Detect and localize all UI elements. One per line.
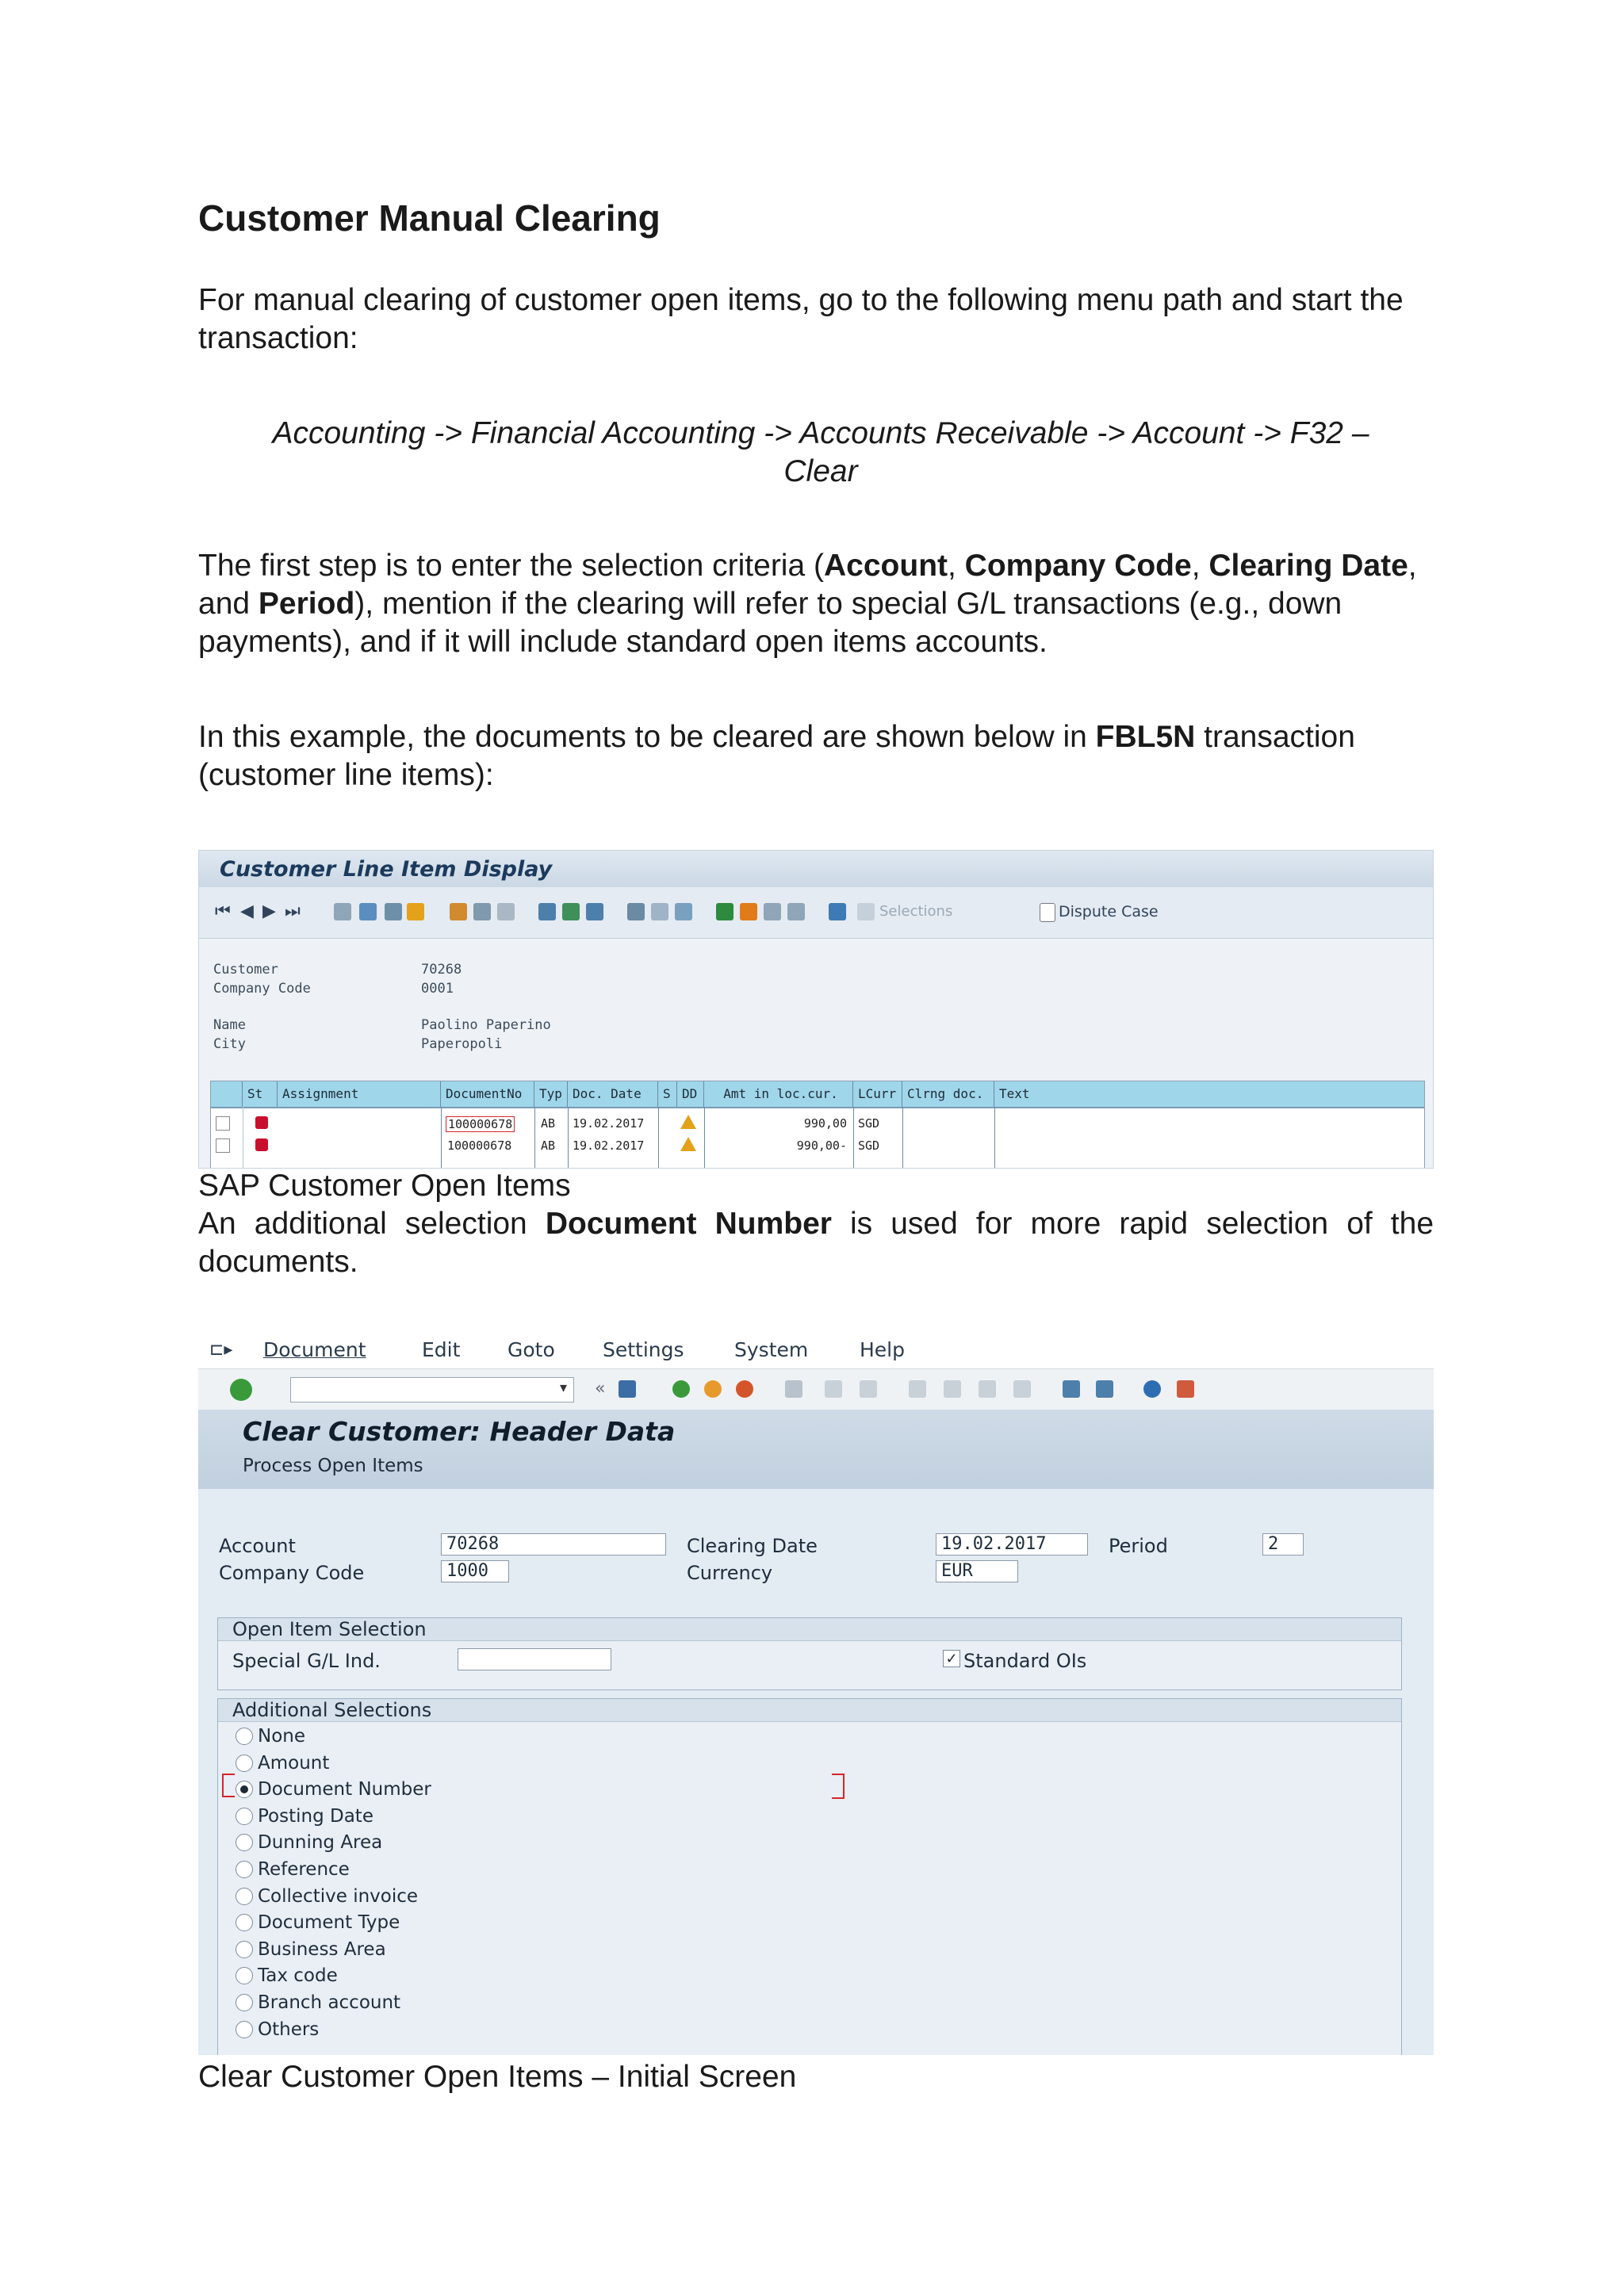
filter-icon[interactable] <box>538 903 556 920</box>
name-label: Name <box>213 1017 246 1033</box>
additional-selections-group <box>217 1698 1402 2055</box>
info-icon[interactable] <box>829 903 846 920</box>
step-bold-clearing-date: Clearing Date <box>1208 549 1408 583</box>
sum-icon[interactable] <box>586 903 603 920</box>
next-page-icon[interactable] <box>979 1380 996 1398</box>
prev-page-icon[interactable] <box>944 1380 961 1398</box>
line-items-grid <box>210 1081 1425 1169</box>
step-text-a: The first step is to enter the selection criteria ( <box>198 549 824 583</box>
col-dd[interactable]: DD <box>677 1081 704 1107</box>
radio-tax-code[interactable] <box>236 1967 253 1984</box>
city-value: Paperopoli <box>421 1036 503 1052</box>
special-gl-label: Special G/L Ind. <box>232 1650 381 1672</box>
col-assignment[interactable]: Assignment <box>278 1081 441 1107</box>
radio-business-area[interactable] <box>236 1941 253 1958</box>
grid-icon[interactable] <box>651 903 668 920</box>
sort-icon[interactable] <box>562 903 580 920</box>
menu-path-line1: Accounting -> Financial Accounting -> Accounts Receivable -> Account -> F32 – <box>272 416 1369 450</box>
menu-path-line2: Clear <box>783 454 858 488</box>
cancel-icon[interactable] <box>736 1380 753 1398</box>
example-bold-fbl5n: FBL5N <box>1095 720 1196 754</box>
radio-others[interactable] <box>236 2021 253 2038</box>
additional-selections-title: Additional Selections <box>232 1699 432 1721</box>
row-document-no[interactable]: 100000678 <box>446 1116 515 1132</box>
prev-page-icon[interactable]: ◀ <box>240 901 254 921</box>
save-icon[interactable] <box>619 1380 636 1398</box>
row-doc-date: 19.02.2017 <box>573 1116 645 1131</box>
warning-icon <box>680 1115 696 1129</box>
layout-icon[interactable] <box>627 903 645 920</box>
radio-amount[interactable] <box>236 1755 253 1772</box>
standard-ois-label: Standard OIs <box>963 1650 1087 1672</box>
collapse-icon[interactable]: « <box>595 1379 606 1399</box>
radio-label[interactable]: Dunning Area <box>258 1832 383 1854</box>
docnum-text-a: An additional selection <box>198 1207 546 1241</box>
col-type[interactable]: Typ <box>534 1081 568 1107</box>
radio-label[interactable]: Amount <box>258 1752 330 1774</box>
col-amount[interactable]: Amt in loc.cur. <box>704 1081 853 1107</box>
customer-value: 70268 <box>421 962 462 978</box>
menu-goto[interactable]: Goto <box>508 1338 555 1361</box>
clearing-date-input[interactable]: 19.02.2017 <box>936 1533 1088 1556</box>
clearing-date-label: Clearing Date <box>687 1535 818 1557</box>
radio-label[interactable]: Document Type <box>258 1912 400 1934</box>
intro-paragraph: For manual clearing of customer open items, go to the following menu path and start the transaction: <box>198 283 1404 355</box>
system-toolbar <box>198 1368 1434 1411</box>
first-page-icon[interactable]: ⏮ <box>215 901 231 921</box>
mark-icon[interactable] <box>407 903 424 920</box>
radio-dunning-area[interactable] <box>236 1834 253 1851</box>
radio-label[interactable]: Business Area <box>258 1938 386 1960</box>
step-text-c1: , <box>948 549 965 583</box>
example-text-a: In this example, the documents to be cleared are shown below in <box>198 720 1096 754</box>
radio-label[interactable]: Reference <box>258 1859 350 1880</box>
help-icon[interactable] <box>1143 1380 1161 1398</box>
caption-customer-open-items: SAP Customer Open Items <box>198 1169 571 1203</box>
radio-label[interactable]: Tax code <box>258 1965 338 1987</box>
block-icon[interactable] <box>450 903 467 920</box>
last-page-icon[interactable]: ⏭ <box>285 901 301 921</box>
screen-body <box>198 1410 1434 2055</box>
example-text-c: transaction (customer line items): <box>198 720 1355 792</box>
standard-ois-checkbox[interactable]: ✓ <box>943 1650 960 1667</box>
display-doc-icon[interactable] <box>334 903 351 920</box>
account-input[interactable]: 70268 <box>441 1533 666 1556</box>
focus-corner-br <box>832 1786 845 1799</box>
command-field[interactable] <box>290 1377 574 1402</box>
period-input[interactable]: 2 <box>1262 1533 1304 1556</box>
find-icon[interactable] <box>825 1380 842 1398</box>
docnum-text-c: is used for more rapid selection of the documents. <box>198 1207 1434 1279</box>
enter-icon[interactable] <box>230 1379 252 1401</box>
radio-label[interactable]: None <box>258 1726 306 1747</box>
radio-label[interactable]: Branch account <box>258 1992 401 2013</box>
change-doc-icon[interactable] <box>359 903 377 920</box>
row-doc-date: 19.02.2017 <box>573 1138 645 1153</box>
customer-label: Customer <box>213 962 278 978</box>
step-bold-company-code: Company Code <box>964 549 1192 583</box>
menu-system[interactable]: System <box>734 1338 809 1361</box>
print-icon[interactable] <box>785 1380 802 1398</box>
new-session-icon[interactable] <box>1063 1380 1080 1398</box>
menu-bar <box>198 1332 1434 1368</box>
row-checkbox[interactable] <box>216 1138 230 1153</box>
selections-button[interactable]: Selections <box>879 903 953 920</box>
row-currency: SGD <box>858 1116 880 1131</box>
step-bold-period: Period <box>258 587 355 621</box>
save-layout-icon[interactable] <box>787 903 805 920</box>
currency-label: Currency <box>687 1562 773 1584</box>
open-item-selection-header <box>218 1618 1401 1641</box>
menu-path <box>198 415 1443 491</box>
refresh-icon[interactable] <box>473 903 491 920</box>
customize-layout-icon[interactable] <box>1177 1380 1194 1398</box>
menu-entry-icon[interactable]: ⊏▸ <box>209 1340 233 1360</box>
example-paragraph <box>198 718 1443 794</box>
exit-icon[interactable] <box>704 1380 722 1398</box>
col-status[interactable]: St <box>243 1081 278 1107</box>
last-page-icon[interactable] <box>1013 1380 1031 1398</box>
docnum-bold: Document Number <box>545 1207 832 1241</box>
currency-input[interactable]: EUR <box>936 1560 1018 1582</box>
radio-document-number[interactable] <box>236 1781 253 1798</box>
page-heading: Customer Manual Clearing <box>198 197 661 239</box>
menu-help[interactable]: Help <box>860 1338 905 1361</box>
s1-title-bar <box>199 851 1433 887</box>
company-code-label: Company Code <box>213 981 311 997</box>
grid-header <box>211 1081 1424 1108</box>
row-amount: 990,00 <box>803 1116 847 1131</box>
menu-settings[interactable]: Settings <box>603 1338 684 1361</box>
s1-title: Customer Line Item Display <box>220 857 553 882</box>
company-code-input[interactable]: 1000 <box>441 1560 509 1582</box>
special-gl-input[interactable] <box>458 1648 611 1670</box>
radio-branch-account[interactable] <box>236 1994 253 2011</box>
clear-customer-screenshot <box>198 1332 1434 2055</box>
warning-icon <box>680 1137 696 1151</box>
radio-label[interactable]: Posting Date <box>258 1805 373 1827</box>
screen-title-bar <box>198 1410 1434 1489</box>
print-icon[interactable] <box>764 903 781 920</box>
menu-edit[interactable]: Edit <box>422 1338 461 1361</box>
row-checkbox[interactable] <box>216 1116 230 1131</box>
find-next-icon[interactable] <box>860 1380 877 1398</box>
back-icon[interactable] <box>672 1380 690 1398</box>
dispute-case-icon[interactable] <box>1040 903 1055 922</box>
shortcut-icon[interactable] <box>1096 1380 1113 1398</box>
step-text-d: ), mention if the clearing will refer to special G/L transactions (e.g., down payments), and if it will include standard open items accounts. <box>198 587 1342 659</box>
step-text-c3: , and <box>198 549 1417 621</box>
radio-label[interactable]: Others <box>258 2019 320 2040</box>
row-document-no[interactable]: 100000678 <box>447 1138 512 1153</box>
row-type: AB <box>541 1138 556 1153</box>
status-open-icon <box>255 1138 268 1151</box>
focus-corner-bl <box>222 1785 235 1797</box>
col-document-no[interactable]: DocumentNo <box>441 1081 534 1107</box>
graphic-icon[interactable] <box>740 903 757 920</box>
col-clearing-doc[interactable]: Clrng doc. <box>902 1081 994 1107</box>
step-text-c2: , <box>1191 549 1209 583</box>
command-dropdown-icon[interactable]: ▾ <box>559 1380 567 1395</box>
radio-posting-date[interactable] <box>236 1808 253 1825</box>
screen-title: Clear Customer: Header Data <box>243 1416 676 1447</box>
caption-initial-screen: Clear Customer Open Items – Initial Screen <box>198 2060 797 2094</box>
account-label: Account <box>219 1535 296 1557</box>
col-currency[interactable]: LCurr <box>853 1081 902 1107</box>
selections-icon[interactable] <box>857 903 875 920</box>
dispute-case-button[interactable]: Dispute Case <box>1059 903 1159 920</box>
export-icon[interactable] <box>675 903 692 920</box>
company-code-label: Company Code <box>219 1562 365 1584</box>
document-number-paragraph <box>198 1205 1434 1281</box>
first-page-icon[interactable] <box>909 1380 926 1398</box>
menu-document[interactable]: Document <box>263 1338 366 1361</box>
row-currency: SGD <box>858 1138 880 1153</box>
focus-corner-tr <box>832 1774 845 1786</box>
open-item-selection-group <box>217 1617 1402 1690</box>
radio-document-type[interactable] <box>236 1914 253 1931</box>
col-select[interactable] <box>211 1081 243 1107</box>
step-bold-account: Account <box>824 549 948 583</box>
radio-reference[interactable] <box>236 1861 253 1878</box>
s1-toolbar <box>199 887 1433 939</box>
period-label: Period <box>1109 1535 1168 1557</box>
city-label: City <box>213 1036 246 1052</box>
select-all-icon[interactable] <box>385 903 402 920</box>
row-type: AB <box>541 1116 556 1131</box>
company-code-value: 0001 <box>421 981 454 997</box>
process-open-items-button[interactable]: Process Open Items <box>243 1456 423 1476</box>
col-doc-date[interactable]: Doc. Date <box>568 1081 658 1107</box>
lock-icon[interactable] <box>497 903 515 920</box>
radio-label[interactable]: Document Number <box>258 1779 431 1800</box>
step-paragraph <box>198 547 1443 661</box>
radio-none[interactable] <box>236 1728 253 1745</box>
excel-icon[interactable] <box>716 903 733 920</box>
name-value: Paolino Paperino <box>421 1017 551 1033</box>
next-page-icon[interactable]: ▶ <box>262 901 276 921</box>
open-item-selection-title: Open Item Selection <box>232 1618 427 1640</box>
radio-label[interactable]: Collective invoice <box>258 1885 419 1907</box>
col-s[interactable]: S <box>658 1081 677 1107</box>
col-text[interactable]: Text <box>999 1086 1030 1101</box>
radio-collective-invoice[interactable] <box>236 1888 253 1905</box>
row-amount: 990,00- <box>796 1138 847 1153</box>
customer-line-item-screenshot <box>198 850 1434 1169</box>
status-open-icon <box>255 1116 268 1129</box>
additional-selections-header <box>218 1699 1401 1722</box>
